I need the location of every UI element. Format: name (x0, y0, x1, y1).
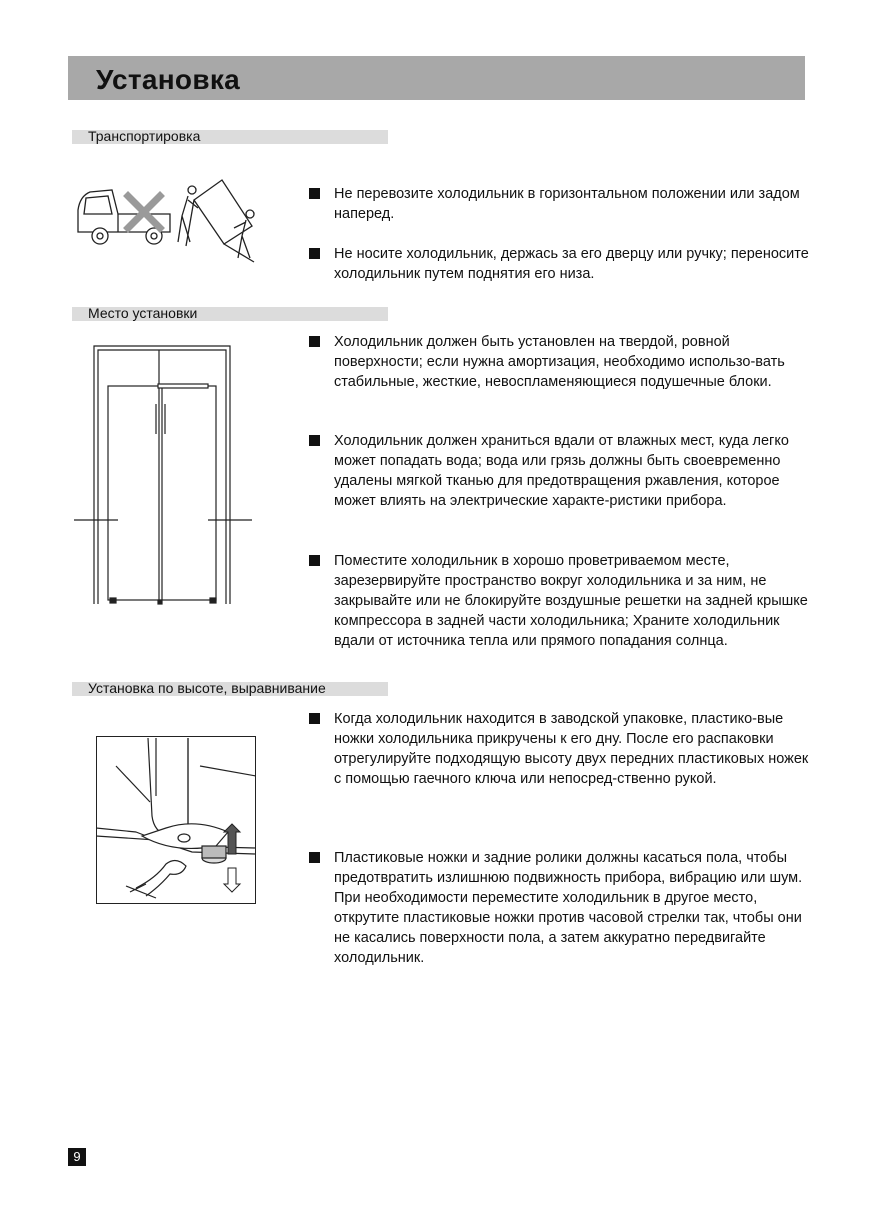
section-header-placement (72, 307, 388, 321)
bullet-square-icon (309, 248, 320, 259)
bullet-text: Холодильник должен быть установлен на твердой, ровной поверхности; если нужна амортизация, необходимо использо-вать стабильные, жесткие, невоспламеняющиеся подушечные блоки. (334, 334, 785, 390)
page-title-bar (68, 56, 805, 100)
bullet-item (309, 184, 809, 224)
page-number: 9 (68, 1148, 86, 1166)
bullet-text: Поместите холодильник в хорошо проветриваемом месте, зарезервируйте пространство вокруг холодильника и за ним, не закрывайте или не блокируйте воздушные решетки на задней крышке компрессора в задней части холодильника; Храните холодильник вдали от источника тепла или прямого попадания солнца. (334, 553, 808, 649)
page-title: Установка (96, 64, 241, 95)
bullet-item (309, 709, 809, 789)
transport-illustration-icon (74, 176, 270, 268)
bullet-square-icon (309, 188, 320, 199)
bullet-item (309, 848, 809, 968)
bullet-item (309, 244, 809, 284)
bullet-text-continued: При необходимости переместите холодильник в другое место, открутите пластиковые ножки против часовой стрелки так, чтобы они не касались поверхности пола, а затем аккуратно передвигайте холодильник. (334, 890, 802, 966)
bullet-text: Не носите холодильник, держась за его дверцу или ручку; переносите холодильник путем поднятия его низа. (334, 246, 809, 282)
section-header-leveling (72, 682, 388, 696)
section-label: Установка по высоте, выравнивание (88, 680, 326, 696)
bullet-text: Когда холодильник находится в заводской упаковке, пластико-вые ножки холодильника прикручены к его дну. После его распаковки отрегулируйте подходящую высоту двух передних пластиковых ножек с помощью гаечного ключа или непосред-ственно рукой. (334, 711, 809, 787)
bullet-item (309, 551, 809, 651)
section-label: Транспортировка (88, 128, 201, 144)
bullet-square-icon (309, 713, 320, 724)
section-header-transport (72, 130, 388, 144)
leveling-feet-icon (96, 736, 256, 904)
bullet-text: Холодильник должен храниться вдали от влажных мест, куда легко может попадать вода; вода или грязь должны быть своевременно удалены мягкой тканью для предотвращения ржавления, которое может влиять на электрические характе-ристики прибора. (334, 433, 789, 509)
bullet-text: Пластиковые ножки и задние ролики должны касаться пола, чтобы предотвратить излишнюю подвижность прибора, вибрацию или шум. (334, 850, 803, 886)
bullet-square-icon (309, 435, 320, 446)
bullet-square-icon (309, 555, 320, 566)
bullet-item (309, 431, 809, 511)
fridge-placement-icon (74, 344, 254, 608)
bullet-text: Не перевозите холодильник в горизонтальном положении или задом наперед. (334, 186, 800, 222)
bullet-square-icon (309, 336, 320, 347)
bullet-square-icon (309, 852, 320, 863)
bullet-item (309, 332, 809, 392)
section-label: Место установки (88, 305, 198, 321)
